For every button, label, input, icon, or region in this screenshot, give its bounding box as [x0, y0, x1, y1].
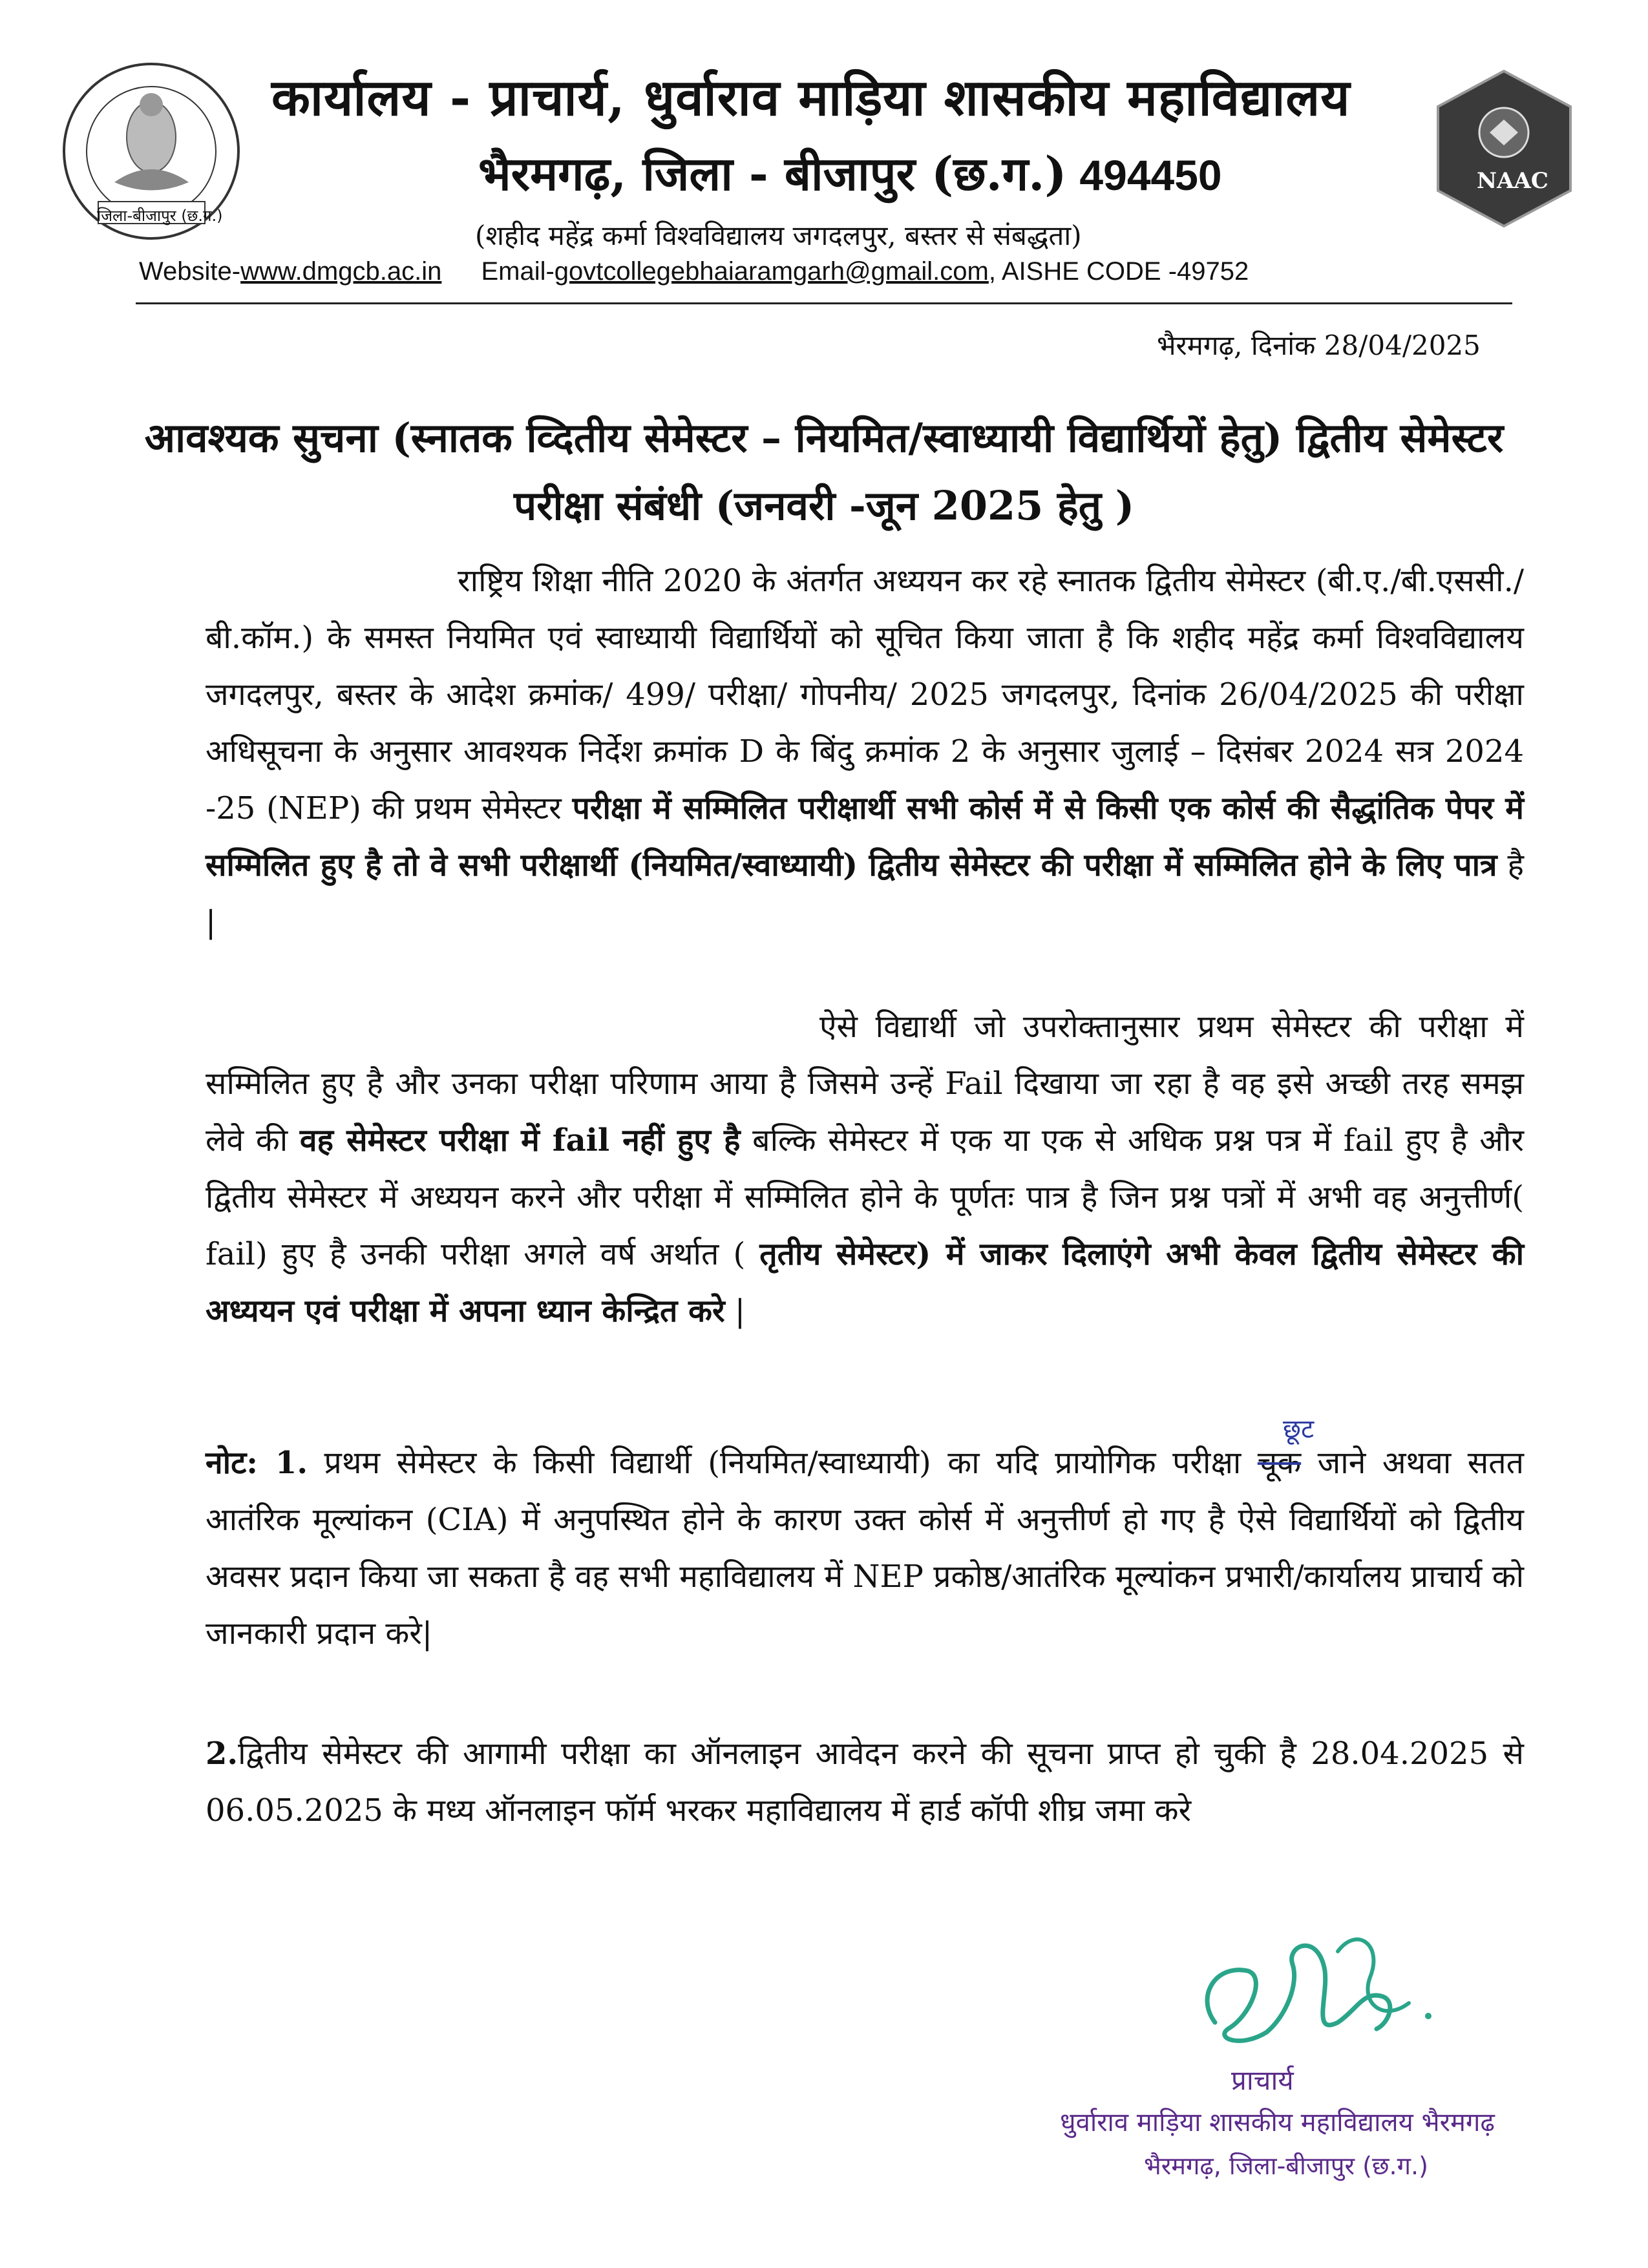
note1-label: नोट: 1.: [206, 1445, 308, 1481]
website-label: Website-: [139, 257, 241, 286]
note-1: [206, 1434, 1524, 1662]
notice-title: आवश्यक सुचना (स्नातक व्दितीय सेमेस्टर – नियमित/स्वाध्यायी विद्यार्थियों हेतु) द्वितीय सेमेस्टर परीक्षा संबंधी (जनवरी -जून 2025 हेतु ): [144, 414, 1504, 529]
office-pincode: 494450: [1079, 151, 1222, 199]
email-label: Email-: [481, 257, 555, 286]
seal-caption: जिला-बीजापुर (छ.ग.): [97, 207, 223, 225]
note1-a: प्रथम सेमेस्टर के किसी विद्यार्थी (नियमित/स्वाध्यायी) का यदि प्रायोगिक परीक्षा: [308, 1445, 1258, 1481]
principal-signature: [1189, 1926, 1441, 2074]
para2-d: तृतीय सेमेस्टर) में जाकर दिलाएंगे अभी केवल द्वितीय सेमेस्टर की अध्ययन एवं परीक्षा में अपना ध्यान केन्द्रित करे: [206, 1236, 1524, 1329]
para2-b: वह सेमेस्टर परीक्षा में fail नहीं हुए है: [299, 1122, 741, 1159]
handwritten-correction: छूट: [1283, 1414, 1315, 1444]
website-block: [139, 257, 441, 286]
website-link[interactable]: www.dmgcb.ac.in: [240, 257, 442, 286]
signature-title: प्राचार्य: [1231, 2064, 1294, 2096]
note2-text: द्वितीय सेमेस्टर की आगामी परीक्षा का ऑनलाइन आवेदन करने की सूचना प्राप्त हो चुकी है 28.04.2025 से 06.05.2025 के मध्य ऑनलाइन फॉर्म भरकर महाविद्यालय में हार्ड कॉपी शीघ्र जमा करे: [206, 1736, 1524, 1829]
note1-b: जाने अथवा सतत आतंरिक मूल्यांकन (CIA) में अनुपस्थित होने के कारण उक्त कोर्स में अनुत्तीर्ण हो गए है ऐसे विद्यार्थियों को द्वितीय अवसर प्रदान किया जा सकता है वह सभी महाविद्यालय में NEP प्रकोष्ठ/आतंरिक मूल्यांकन प्रभारी/कार्यालय प्राचार्य को जानकारी प्रदान करे|: [206, 1445, 1524, 1652]
email-link[interactable]: govtcollegebhaiaramgarh@gmail.com: [554, 257, 989, 286]
affiliation-line: (शहीद महेंद्र कर्मा विश्वविद्यालय जगदलपुर, बस्तर से संबद्धता): [475, 220, 1082, 251]
aishe-code: , AISHE CODE -49752: [988, 257, 1249, 286]
para1-bold: परीक्षा में सम्मिलित परीक्षार्थी सभी कोर्स में से किसी एक कोर्स की सैद्धांतिक पेपर में सम्मिलित हुए है तो वे सभी परीक्षार्थी (नियमित/स्वाध्यायी) द्वितीय सेमेस्टर की परीक्षा में सम्मिलित होने के लिए पात्र: [206, 790, 1524, 883]
naac-text: NAAC: [1477, 168, 1548, 194]
para1-end: है |: [206, 847, 1524, 940]
contact-line: [139, 257, 1249, 286]
para2-a: ऐसे विद्यार्थी जो उपरोक्तानुसार प्रथम सेमेस्टर की परीक्षा में सम्मिलित हुए है और उनका परीक्षा परिणाम आया है जिसमे उन्हें Fail दिखाया जा रहा है वह इसे अच्छी तरह समझ लेवे की: [206, 1009, 1524, 1159]
college-stamp-line-1: धुर्वाराव माड़िया शासकीय महाविद्यालय भैरमगढ़: [1060, 2108, 1495, 2137]
header-divider: [136, 302, 1512, 304]
office-title: कार्यालय - प्राचार्य, धुर्वाराव माड़िया शासकीय महाविद्यालय: [271, 68, 1351, 127]
note-2: [206, 1725, 1524, 1839]
date-line: भैरमगढ़, दिनांक 28/04/2025: [1157, 330, 1481, 361]
office-city: भैरमगढ़, जिला - बीजापुर (छ.ग.): [478, 146, 1067, 201]
note1-struck-word: चूक: [1257, 1445, 1302, 1481]
para1-normal: राष्ट्रिय शिक्षा नीति 2020 के अंतर्गत अध्ययन कर रहे स्नातक द्वितीय सेमेस्टर (बी.ए./बी.एससी./बी.कॉम.) के समस्त नियमित एवं स्वाध्यायी विद्यार्थियों को सूचित किया जाता है कि शहीद महेंद्र कर्मा विश्वविद्यालय जगदलपुर, बस्तर के आदेश क्रमांक/ 499/ परीक्षा/ गोपनीय/ 2025 जगदलपुर, दिनांक 26/04/2025 की परीक्षा अधिसूचना के अनुसार आवश्यक निर्देश क्रमांक D के बिंदु क्रमांक 2 के अनुसार जुलाई – दिसंबर 2024 सत्र 2024 -25 (NEP) की प्रथम सेमेस्टर: [206, 563, 1524, 826]
college-stamp-line-2: भैरमगढ़, जिला-बीजापुर (छ.ग.): [1144, 2152, 1428, 2180]
paragraph-2: [206, 998, 1524, 1339]
office-address: [478, 141, 1222, 204]
note2-label: 2.: [206, 1736, 238, 1772]
para2-c: बल्कि सेमेस्टर में एक या एक से अधिक प्रश्न पत्र में fail हुए है और द्वितीय सेमेस्टर में अध्ययन करने और परीक्षा में सम्मिलित होने के पूर्णतः पात्र है जिन प्रश्न पत्रों में अभी वह अनुत्तीर्ण( fail) हुए है उनकी परीक्षा अगले वर्ष अर्थात (: [206, 1122, 1525, 1272]
paragraph-1: [206, 552, 1524, 950]
para2-e: |: [724, 1293, 746, 1329]
naac-logo: [1431, 68, 1577, 229]
